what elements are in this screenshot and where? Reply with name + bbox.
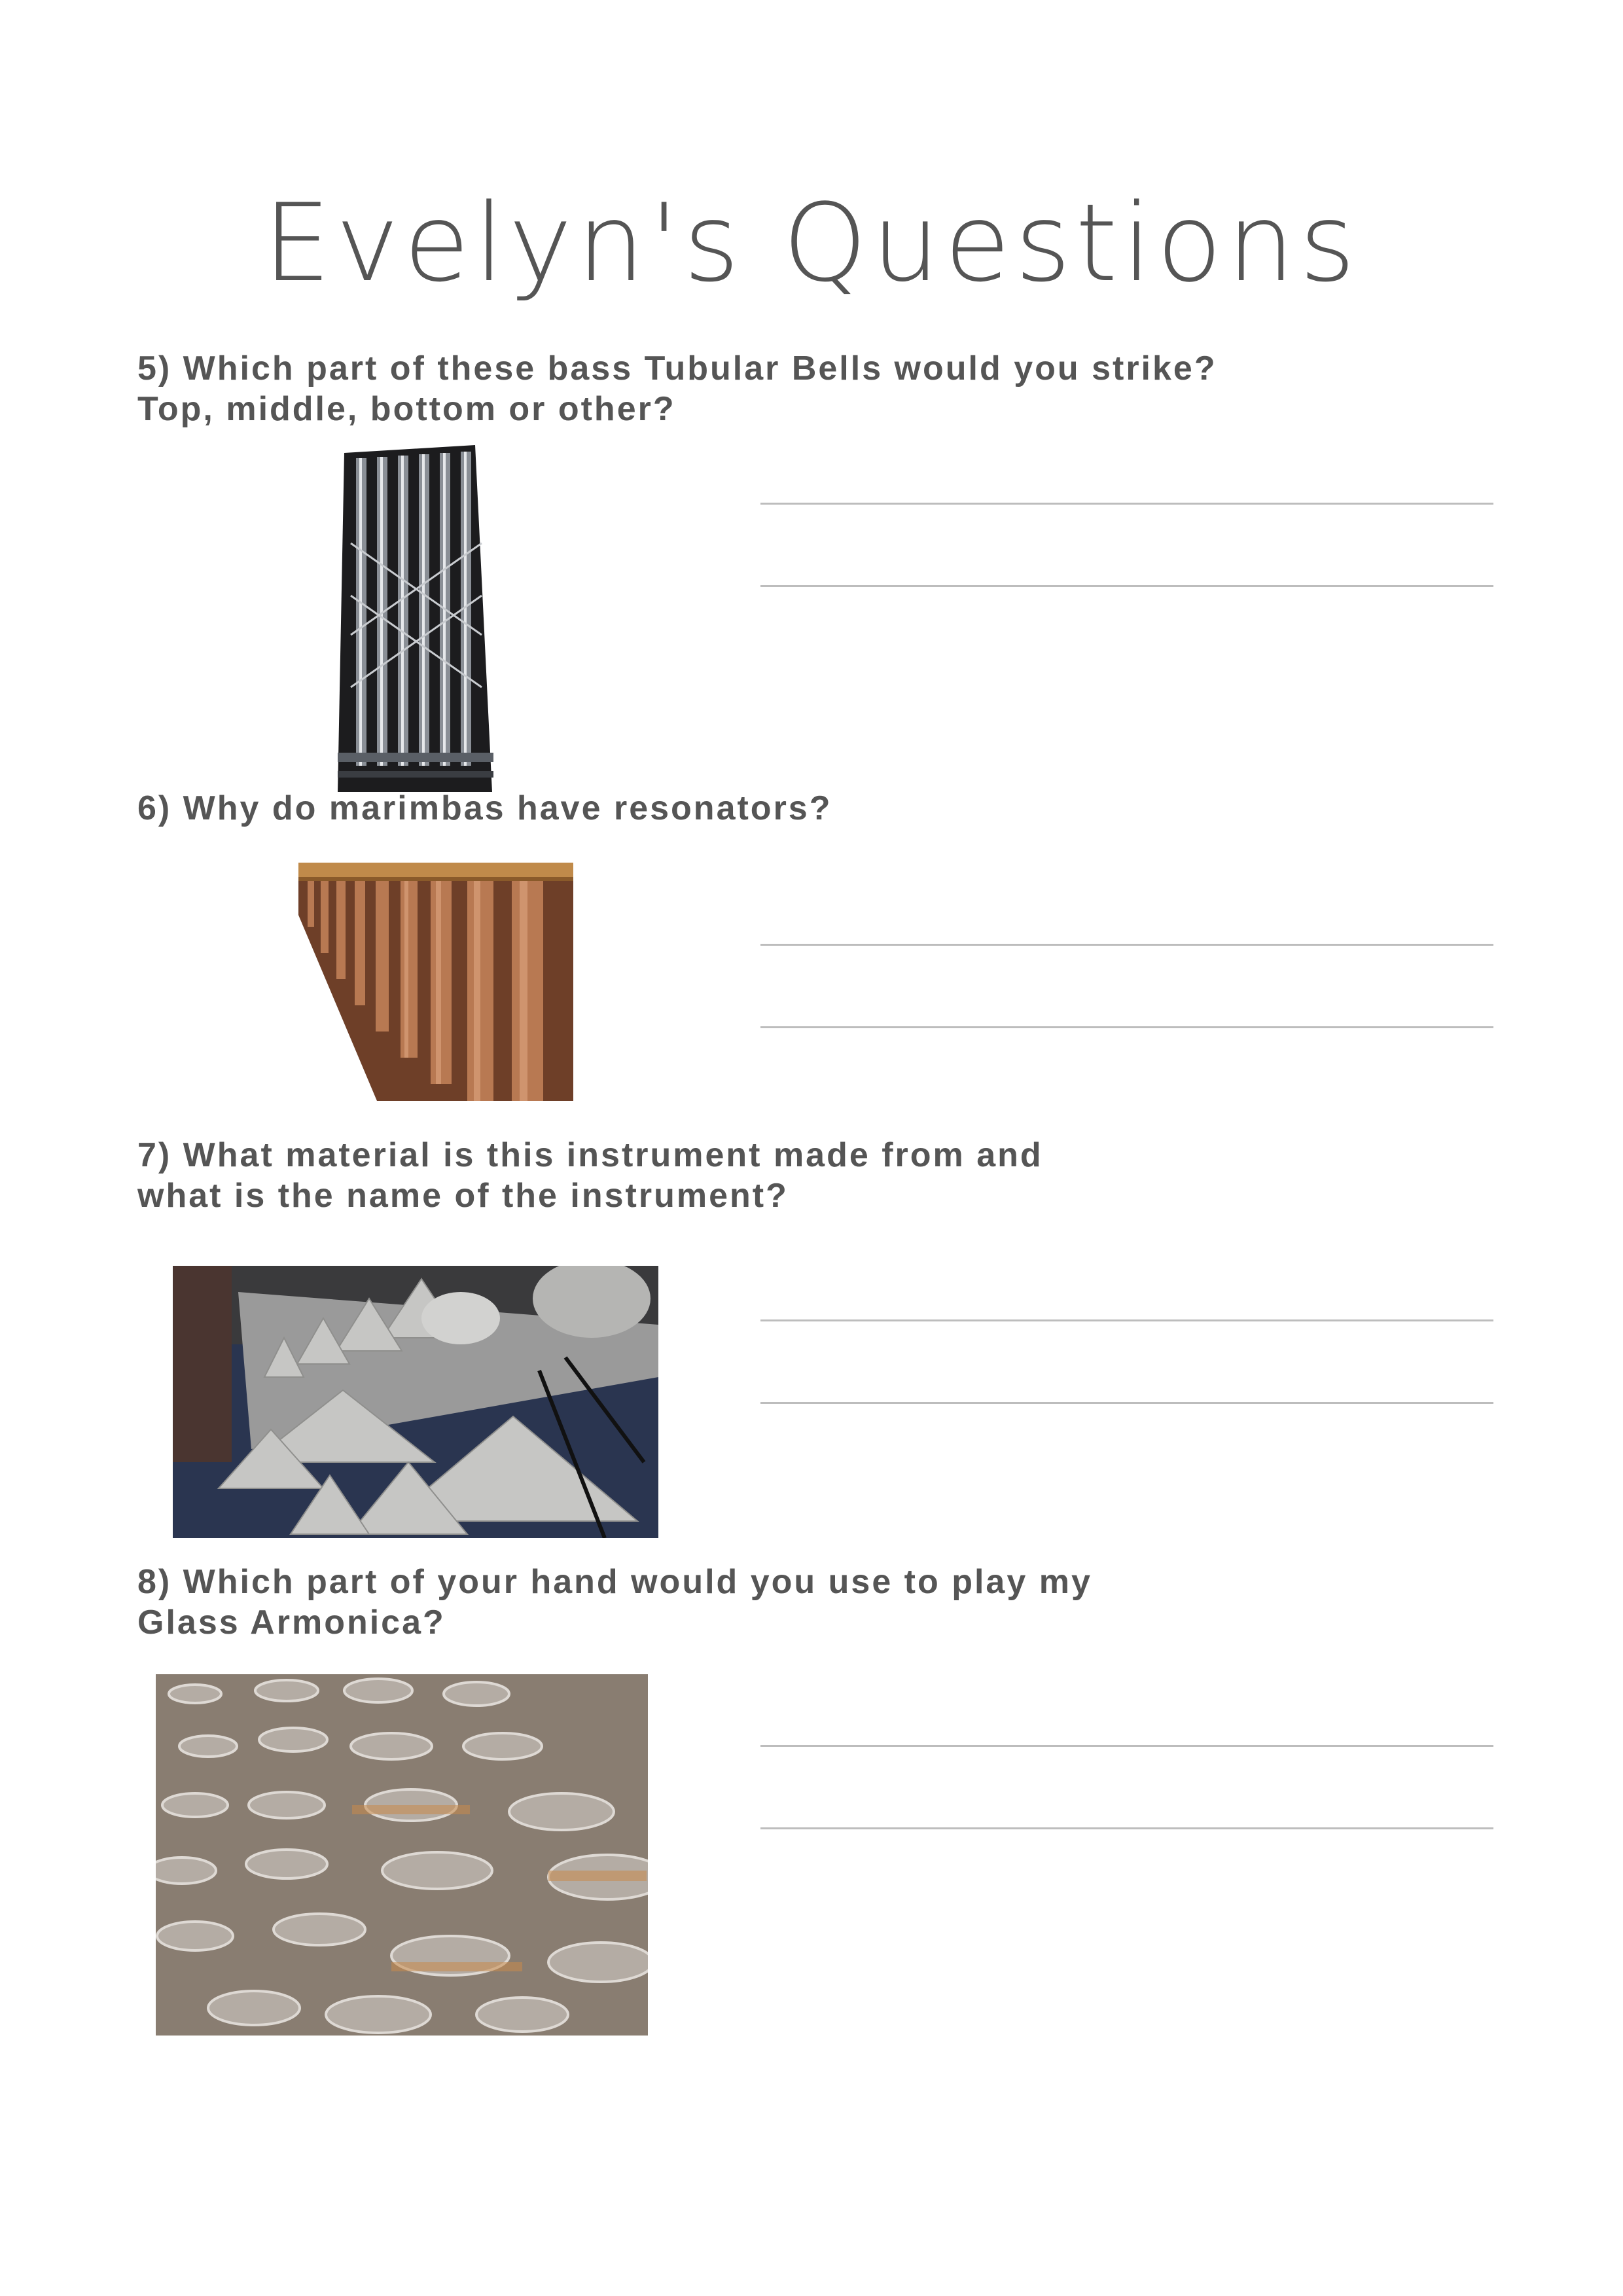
question-7-line-2: what is the name of the instrument? (137, 1177, 789, 1215)
question-5-text (137, 348, 1217, 429)
marimba-resonators-photo (298, 863, 573, 1101)
question-8-line-2: Glass Armonica? (137, 1604, 446, 1641)
tubular-bells-photo (338, 445, 493, 792)
answer-line[interactable] (760, 585, 1493, 587)
answer-line[interactable] (760, 1827, 1493, 1829)
answer-line[interactable] (760, 1026, 1493, 1028)
answer-line[interactable] (760, 1319, 1493, 1321)
answer-line[interactable] (760, 944, 1493, 946)
answer-line[interactable] (760, 503, 1493, 505)
glass-armonica-photo (156, 1674, 648, 2036)
question-7-line-1: 7) What material is this instrument made from and (137, 1136, 1043, 1174)
question-6-line-1: 6) Why do marimbas have resonators? (137, 789, 832, 827)
answer-line[interactable] (760, 1745, 1493, 1747)
page-title: Evelyn's Questions (263, 181, 1360, 306)
question-6-text (137, 788, 832, 829)
metal-cone-instrument-photo (173, 1266, 658, 1538)
question-8-line-1: 8) Which part of your hand would you use to play my (137, 1563, 1092, 1601)
question-8-text (137, 1562, 1092, 1643)
question-5-line-2: Top, middle, bottom or other? (137, 390, 676, 428)
question-7-text (137, 1135, 1043, 1216)
answer-line[interactable] (760, 1402, 1493, 1404)
question-5-line-1: 5) Which part of these bass Tubular Bells would you strike? (137, 350, 1217, 387)
